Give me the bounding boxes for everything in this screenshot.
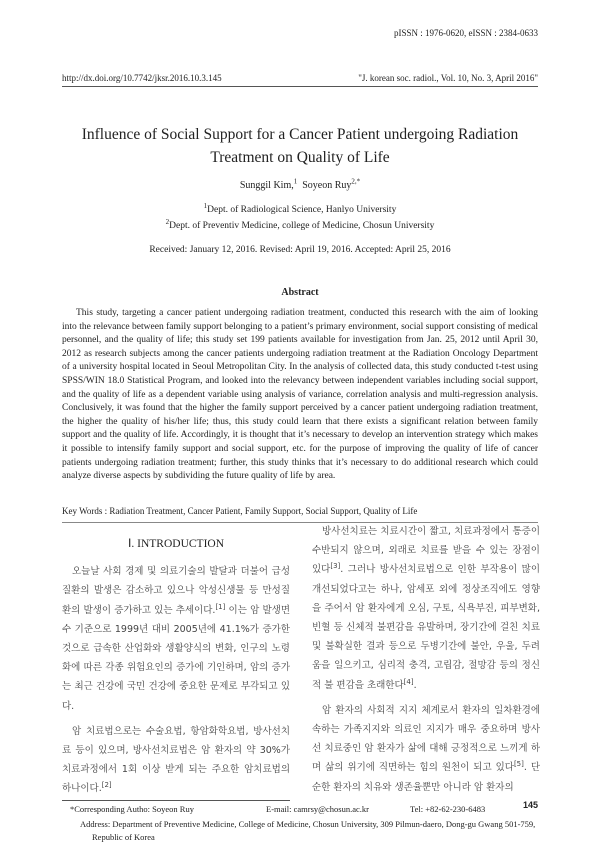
affiliation	[62, 201, 538, 215]
abstract-body: This study, targeting a cancer patient undergoing radiation treatment, conducted this research with the aim of looking into the relevance between family support belonging to a patient’s primary environment, social support consisting of medical personnel, and the quality of life; this study set 199 patients available for investigation from Jan. 25, 2012 until April 30, 2012 as research subjects among the cancer patients undergoing radiation treatment at the Radiation Oncology Department of a university hospital located in Seoul Metropolitan City. In the analysis of collected data, this study conducted t-test using SPSS/WIN 18.0 Statistical Program, and looked into the relevancy between independent variables including social support, and the quality of life as a dependent variable using analysis of variance, correlation analysis and multi-regression analysis. Conclusively, it was found that the higher the family support perceived by a cancer patient undergoing radiation treatment, the higher the quality of his/her life; thus, this study could learn that there exists a significant relation between family support and the quality of life. Accordingly, it is thought that it’s necessary to develop an intervention strategy which makes it possible to intensify family support and social support, etc. for the purpose of improving the quality of life of cancer patients undergoing radiation treatment; further, this study thinks that it’s necessary to do additional research which could analyze diverse aspects by subdividing the future quality of life by area.	[62, 308, 538, 482]
left-column	[62, 525, 290, 799]
citation-ref: [4]	[403, 677, 414, 686]
affiliation-text: Dept. of Preventiv Medicine, college of Medicine, Chosun University	[169, 221, 435, 231]
author-line	[62, 177, 538, 191]
address: Address: Department of Preventive Medicine, College of Medicine, Chosun University, 309 Pilmun-daero, Dong-gu Gwang 501-759, Republic of Korea	[80, 819, 536, 842]
affiliation	[62, 217, 538, 231]
section-heading: Ⅰ. INTRODUCTION	[127, 538, 225, 550]
page-number: 145	[522, 800, 538, 810]
body-paragraph: 암 환자의 사회적 지지 체계로서 환자의 일차환경에 속하는 가족지지와 의료인 지지가 매우 중요하며 방사선 치료중인 암 환자가 삶에 대해 긍정적으로 느끼게 하며 삶의 위기에 직면하는 힘의 원천이 되고 있다[5]. 단순한 환자의 치유와 생존율뿐만 아니라 암 환자의	[312, 704, 540, 793]
author-name: Sunggil Kim,	[239, 180, 294, 191]
paper-title: Influence of Social Support for a Cancer Patient undergoing Radiation Treatment on Quality of Life	[81, 126, 519, 166]
body-paragraph: 오늘날 사회 경제 및 의료기술의 발달과 더불어 급성질환의 발생은 감소하고 있으나 악성신생물 등 만성질환의 발생이 증가하고 있는 추세이다.[1] 이는 암 발생면수 기준으로 1999년 대비 2005년에 41.1%가 증가한 것으로 급속한 산업화와 생활양식의 변화, 인구의 노령화에 따른 각종 위험요인의 증가에 기인하며, 암의 증가는 최근 건강에 국민 건강에 중요한 문제로 부각되고 있다.	[62, 566, 290, 712]
author-name: Soyeon Ruy	[302, 180, 352, 191]
affiliation-sup: 1	[203, 201, 208, 210]
body-paragraph: 암 치료법으로는 수술요법, 항암화학요법, 방사선치료 등이 있으며, 방사선치료법은 암 환자의 약 30%가 치료과정에서 1회 이상 받게 되는 주요한 암치료법의 하나이다.[2]	[62, 725, 290, 795]
doi-link[interactable]: http://dx.doi.org/10.7742/jksr.2016.10.3.145	[62, 73, 222, 83]
citation-ref: [2]	[101, 781, 112, 790]
citation-ref: [5]	[513, 760, 524, 769]
body-paragraph: 방사선치료는 치료시간이 짧고, 치료과정에서 통증이 수반되지 않으며, 외래로 치료를 받을 수 있는 장점이 있다[3]. 그러나 방사선치료법으로 인한 부작용이 많이 개선되었다고는 하나, 암세포 외에 정상조직에도 영향을 주어서 암 환자에게 오심, 구토, 식욕부진, 피부변화, 빈혈 등 신체적 불편감을 유발하며, 장기간에 걸친 치료 및 불확실한 결과 등으로 두병기간에 불안, 우울, 두려움을 일으키고, 심리적 충격, 고립감, 절망감 등의 정신적 불 편감을 초래한다[4].	[312, 526, 540, 691]
corresponding-author: *Corresponding Autho: Soyeon Ruy	[70, 804, 194, 814]
footnote-rule	[62, 800, 290, 801]
keywords: Key Words : Radiation Treatment, Cancer Patient, Family Support, Social Support, Quality of Life	[62, 506, 418, 516]
right-column	[312, 522, 540, 797]
telephone: Tel: +82-62-230-6483	[410, 804, 486, 814]
email-address[interactable]: E-mail: camrsy@chosun.ac.kr	[266, 804, 369, 814]
issn-line: pISSN : 1976-0620, eISSN : 2384-0633	[393, 28, 538, 38]
abstract-heading: Abstract	[281, 287, 319, 298]
citation-ref: [3]	[330, 562, 341, 571]
affiliation-text: Dept. of Radiological Science, Hanlyo University	[207, 205, 397, 215]
author-sup: 2,*	[351, 177, 361, 186]
author-sup: 1	[293, 177, 298, 186]
received-dates: Received: January 12, 2016. Revised: April 19, 2016. Accepted: April 25, 2016	[149, 245, 451, 255]
citation-ref: [1]	[215, 602, 226, 611]
header-rule	[62, 86, 538, 87]
journal-citation: "J. korean soc. radiol., Vol. 10, No. 3, April 2016"	[358, 73, 538, 83]
affiliation-sup: 2	[165, 217, 170, 226]
